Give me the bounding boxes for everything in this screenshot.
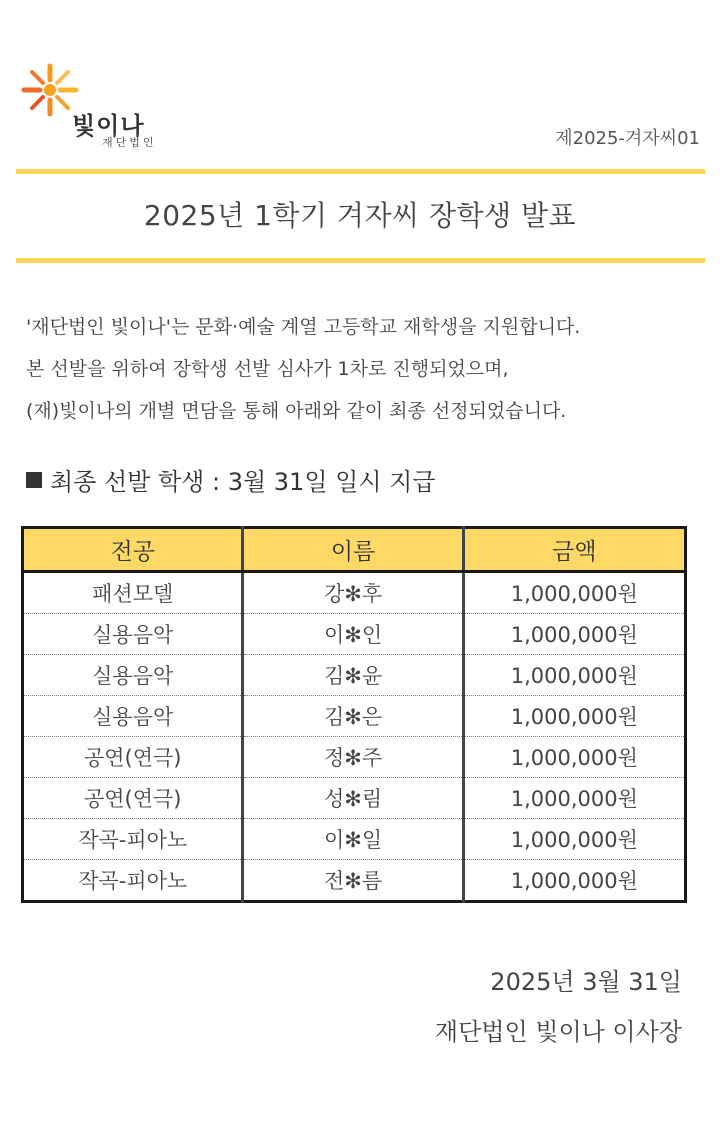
cell-amount: 1,000,000원 [463,696,685,737]
table-header-row [23,528,686,572]
cell-major: 작곡-피아노 [78,869,188,893]
cell-name: 이✻인 [243,614,463,655]
cell-major: 실용음악 [23,614,243,655]
cell-major: 실용음악 [23,655,243,696]
issuer-signature: 재단법인 빛이나 이사장 [434,1018,682,1046]
cell-major: 작곡-피아노 [23,819,243,860]
logo-name: 빛이나 [72,112,145,140]
cell-name: 전✻름 [243,860,463,902]
cell-major: 실용음악 [23,696,243,737]
cell-major: 패션모델 [23,572,243,614]
table-row [23,696,686,737]
cell-name: 이✻일 [243,819,463,860]
cell-name: 김✻은 [243,696,463,737]
cell-major: 공연(연극) [23,778,243,819]
cell-amount: 1,000,000원 [463,572,685,614]
square-bullet-icon [26,472,42,488]
page-title: 2025년 1학기 겨자씨 장학생 발표 [143,199,577,232]
cell-name: 성✻림 [243,778,463,819]
intro-line: 본 선발을 위하여 장학생 선발 심사가 1차로 진행되었으며, [26,358,509,380]
document-number: 제2025-겨자씨01 [555,128,700,149]
cell-amount: 1,000,000원 [463,778,685,819]
cell-name: 정✻주 [243,737,463,778]
intro-line: (재)빛이나의 개별 면담을 통해 아래와 같이 최종 선정되었습니다. [26,400,567,422]
table-row [23,778,686,819]
cell-amount: 1,000,000원 [463,614,685,655]
title-top-rule [16,169,705,174]
cell-amount: 1,000,000원 [463,819,685,860]
issue-date: 2025년 3월 31일 [490,968,682,996]
logo-subtitle: 재단법인 [102,136,157,149]
table-row [23,819,686,860]
intro-line: '재단법인 빛이나'는 문화·예술 계열 고등학교 재학생을 지원합니다. [26,316,581,338]
header-name: 이름 [243,528,463,572]
section-heading-text: 최종 선발 학생 : 3월 31일 일시 지급 [50,468,436,496]
table-row [23,655,686,696]
cell-amount: 1,000,000원 [463,860,685,902]
table-row [23,737,686,778]
cell-amount: 1,000,000원 [463,737,685,778]
table-row [23,572,686,614]
scholarship-table [21,526,687,903]
foundation-logo [18,60,178,155]
intro-text [26,306,706,432]
cell-amount: 1,000,000원 [463,655,685,696]
title-bottom-rule [16,258,705,263]
header-major: 전공 [23,528,243,572]
section-heading [26,462,436,497]
table-row [23,860,686,902]
cell-major: 공연(연극) [23,737,243,778]
cell-name: 김✻윤 [243,655,463,696]
table-row [23,614,686,655]
cell-name: 강✻후 [243,572,463,614]
header-amount: 금액 [463,528,685,572]
